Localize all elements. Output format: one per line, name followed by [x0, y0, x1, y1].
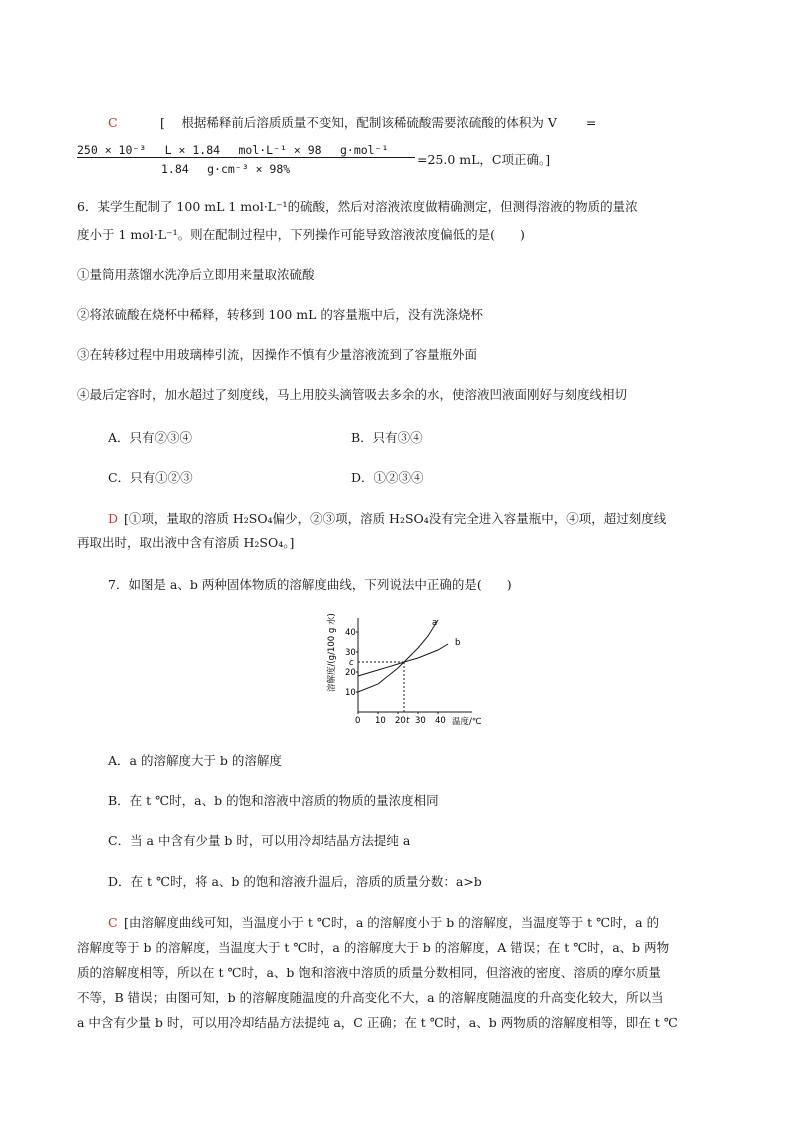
y-tick-label: 20 [345, 668, 356, 678]
curve-a-label: a [432, 618, 438, 628]
q6-answer-line1: [①项，量取的溶质 H₂SO₄偏少，②③项，溶质 H₂SO₄没有完全进入容量瓶中，④项，超过刻度线 [124, 511, 667, 526]
q7-answer-line4: 不等，B 错误；由图可知，b 的溶解度随温度的升高变化不大，a 的溶解度随温度的升高变化较大，所以当 [77, 990, 664, 1005]
q5-answer-line1: [ 根据稀释前后溶质质量不变知，配制该稀硫酸需要浓硫酸的体积为 V = [160, 115, 597, 130]
q6-item-1: ①量筒用蒸馏水洗净后立即用来量取浓硫酸 [77, 267, 315, 282]
q7-option-b: B．在 t ℃时，a、b 的饱和溶液中溶质的物质的量浓度相同 [108, 793, 439, 808]
x-tick-label-t: t [406, 716, 410, 726]
q6-item-4: ④最后定容时，加水超过了刻度线，马上用胶头滴管吸去多余的水，使溶液凹液面刚好与刻度线相切 [77, 387, 628, 402]
q6-item-3: ③在转移过程中用玻璃棒引流，因操作不慎有少量溶液流到了容量瓶外面 [77, 347, 478, 362]
q7-answer-letter: C [108, 915, 118, 930]
x-tick-label: 40 [435, 716, 446, 726]
q7-answer-line1: [由溶解度曲线可知，当温度小于 t ℃时，a 的溶解度小于 b 的溶解度，当温度等于 t ℃时，a 的 [124, 915, 660, 930]
q7-option-d: D．在 t ℃时，将 a、b 的饱和溶液升温后，溶质的质量分数：a>b [108, 874, 482, 889]
q5-fraction-numerator: 250 × 10⁻³ L × 1.84 mol·L⁻¹ × 98 g·mol⁻¹ [77, 143, 389, 157]
q7-option-c: C．当 a 中含有少量 b 时，可以用冷却结晶方法提纯 a [108, 833, 411, 848]
curve-b [358, 644, 448, 676]
q6-answer-letter: D [108, 511, 119, 526]
q5-fraction-result: =25.0 mL，C项正确。] [417, 152, 551, 167]
x-axis-label: 温度/℃ [452, 717, 482, 727]
x-tick-label: 10 [375, 716, 386, 726]
y-axis-label: 溶解度/(g/100 g 水) [327, 613, 337, 692]
q6-option-c: C．只有①②③ [108, 470, 193, 485]
x-tick-label: 30 [415, 716, 426, 726]
y-tick-label: 30 [345, 648, 356, 658]
x-tick-label: 0 [355, 716, 361, 726]
y-tick-label: 10 [345, 688, 356, 698]
q7-stem: 7．如图是 a、b 两种固体物质的溶解度曲线，下列说法中正确的是( ) [108, 577, 512, 592]
curve-b-label: b [455, 638, 461, 648]
q6-option-a: A．只有②③④ [108, 430, 193, 445]
solubility-chart [322, 612, 492, 732]
q5-fraction-denominator: 1.84 g·cm⁻³ × 98% [161, 162, 291, 176]
q7-answer-line5: a 中含有少量 b 时，可以用冷却结晶方法提纯 a，C 正确；在 t ℃时，a、b 两物质的溶解度相等，即在 t ℃ [77, 1015, 678, 1030]
q6-stem-line1: 6．某学生配制了 100 mL 1 mol·L⁻¹的硫酸，然后对溶液浓度做精确测定，但测得溶液的物质的量浓 [77, 199, 638, 214]
q6-answer-line2: 再取出时，取出液中含有溶质 H₂SO₄。] [77, 535, 295, 550]
q7-answer-line3: 质的溶解度相等，所以在 t ℃时，a、b 饱和溶液中溶质的质量分数相同，但溶液的密度、溶质的摩尔质量 [77, 965, 661, 980]
q6-stem-line2: 度小于 1 mol·L⁻¹。则在配制过程中，下列操作可能导致溶液浓度偏低的是( ) [77, 227, 525, 242]
q6-item-2: ②将浓硫酸在烧杯中稀释，转移到 100 mL 的容量瓶中后，没有洗涤烧杯 [77, 307, 483, 322]
q6-option-b: B．只有③④ [351, 430, 423, 445]
y-tick-label-c: c [349, 658, 354, 668]
curve-a [358, 620, 438, 692]
q7-answer-line2: 溶解度等于 b 的溶解度，当温度大于 t ℃时，a 的溶解度大于 b 的溶解度，A 错误；在 t ℃时，a、b 两物 [77, 940, 670, 955]
fraction-bar [77, 157, 415, 158]
q7-option-a: A．a 的溶解度大于 b 的溶解度 [108, 753, 282, 768]
q6-option-d: D．①②③④ [351, 470, 424, 485]
x-tick-label: 20 [395, 716, 406, 726]
q5-answer-letter: C [108, 115, 118, 130]
y-tick-label: 40 [345, 628, 356, 638]
